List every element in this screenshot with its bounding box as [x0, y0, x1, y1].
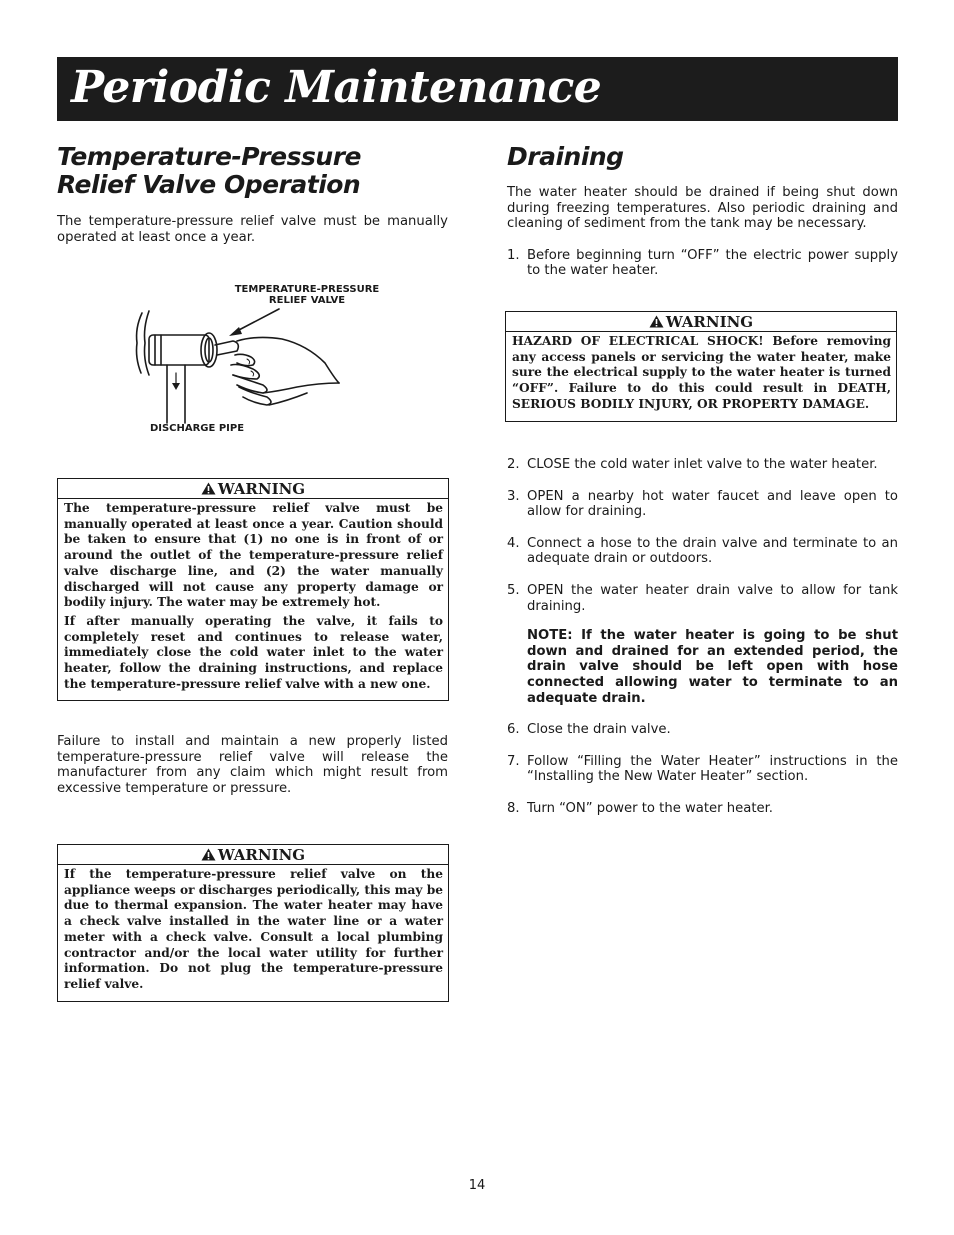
- right-column: [507, 143, 898, 279]
- warning-triangle-icon: [201, 848, 216, 861]
- relief-valve-illustration: [57, 283, 448, 443]
- warning-triangle-icon: [201, 482, 216, 495]
- list-item: 1. Before beginning turn “OFF” the electric power supply to the water heater.: [507, 247, 898, 279]
- drain-note: NOTE: If the water heater is going to be shut down and drained for an extended period, the drain valve should be left open with hose connected allowing water to terminate to an adequate drain.: [527, 628, 898, 706]
- warning-header: WARNING: [58, 845, 448, 865]
- warning-triangle-icon: [649, 315, 664, 328]
- list-item: 7. Follow “Filling the Water Heater” instructions in the “Installing the New Water Heater” section.: [507, 753, 898, 785]
- relief-valve-figure: [57, 283, 448, 443]
- warning-text: HAZARD OF ELECTRICAL SHOCK! Before removing any access panels or servicing the water heater, make sure the electrical supply to the water heater is turned “OFF”. Failure to do this could result in DEATH, SERIOUS BODILY INJURY, OR PROPERTY DAMAGE.: [512, 334, 891, 411]
- tpr-warning-box: [57, 478, 449, 701]
- page-title: Periodic Maintenance: [71, 62, 602, 113]
- expansion-warning-box: [57, 844, 449, 1002]
- draining-intro-text: The water heater should be drained if being shut down during freezing temperatures. Also periodic draining and cleaning of sediment from the tank may be necessary.: [507, 185, 898, 232]
- electrical-warning-box: [505, 311, 897, 422]
- list-item: 2. CLOSE the cold water inlet valve to the water heater.: [507, 457, 878, 472]
- valve-label: TEMPERATURE-PRESSURE RELIEF VALVE: [234, 284, 380, 306]
- title-banner: [57, 57, 898, 121]
- list-item: 4. Connect a hose to the drain valve and terminate to an adequate drain or outdoors.: [507, 535, 898, 567]
- tpr-intro-text: The temperature-pressure relief valve must be manually operated at least once a year.: [57, 214, 448, 245]
- warning-text: The temperature-pressure relief valve must be manually operated at least once a year. Caution should be taken to ensure that (1) no one is in front of or around the outlet of the temperature-pressure relief valve discharge line, and (2) the water manually discharged will not cause any property damage or bodily injury. The water may be extremely hot.: [64, 501, 443, 610]
- tpr-valve-heading: Temperature-Pressure Relief Valve Operation: [57, 142, 361, 199]
- list-item: 6. Close the drain valve.: [507, 722, 671, 738]
- list-item: 8. Turn “ON” power to the water heater.: [507, 800, 773, 816]
- failure-paragraph: Failure to install and maintain a new properly listed temperature-pressure relief valve will release the manufacturer from any claim which might result from excessive temperature or pressure.: [57, 734, 448, 796]
- list-item: 3. OPEN a nearby hot water faucet and leave open to allow for draining.: [507, 488, 898, 520]
- draining-steps: [507, 457, 898, 817]
- warning-text: If after manually operating the valve, it fails to completely reset and continues to release water, immediately close the cold water inlet to the water heater, follow the draining instructions, and replace the temperature-pressure relief valve with a new one.: [64, 613, 443, 691]
- draining-heading: Draining: [507, 142, 624, 171]
- discharge-pipe-label: DISCHARGE PIPE: [149, 423, 245, 434]
- warning-header: WARNING: [506, 312, 896, 332]
- warning-text: If the temperature-pressure relief valve on the appliance weeps or discharges periodically, this may be due to thermal expansion. The water heater may have a check valve installed in the water line or a water meter with a check valve. Consult a local plumbing contractor and/or the local water utility for further information. Do not plug the temperature-pressure relief valve.: [64, 867, 443, 991]
- page-number: 14: [468, 1178, 486, 1193]
- left-column: [57, 143, 448, 245]
- warning-header: WARNING: [58, 479, 448, 499]
- list-item: 5. OPEN the water heater drain valve to allow for tank draining. NOTE: If the water heater is going to be shut down and drained for an extended period, the drain valve should be left open with hose connected allowing water to terminate to an adequate drain.: [507, 582, 898, 706]
